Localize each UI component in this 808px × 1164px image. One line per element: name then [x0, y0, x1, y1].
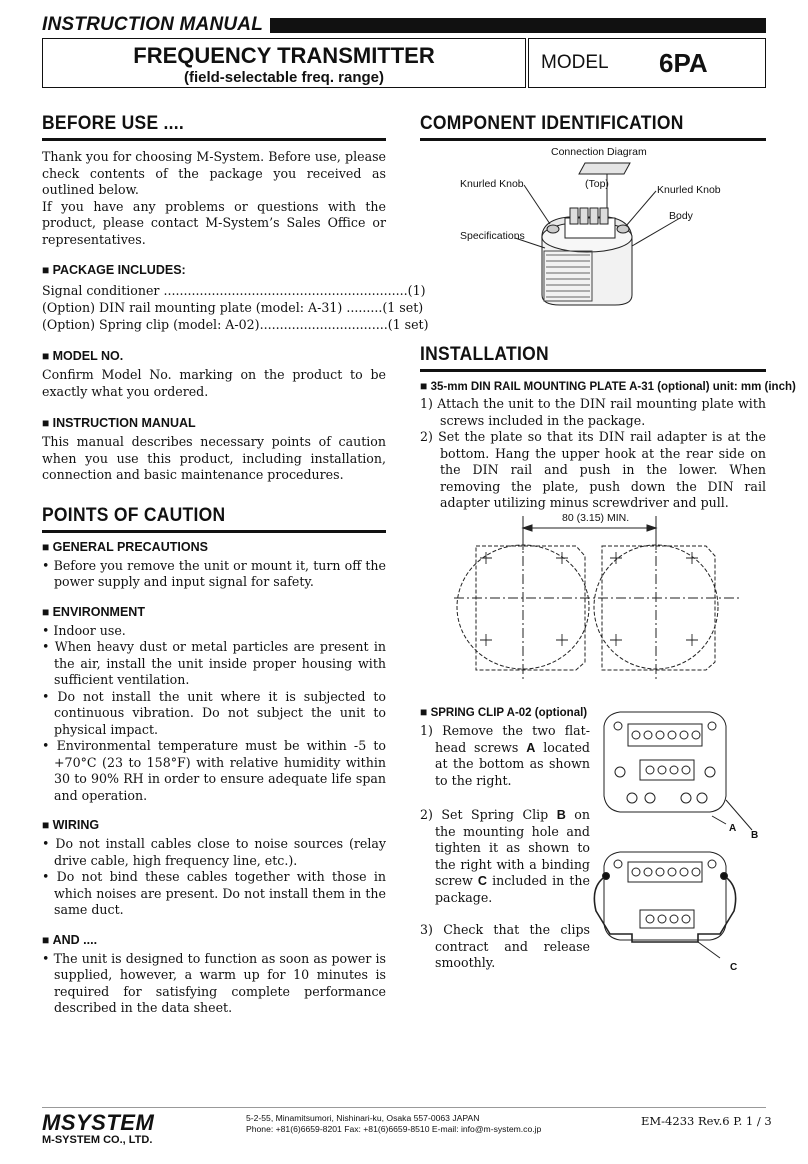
company-logo: MSYSTEM: [42, 1110, 155, 1135]
manual-label: INSTRUCTION MANUAL: [42, 14, 264, 35]
caution-heading: POINTS OF CAUTION: [42, 504, 226, 526]
company-name: M-SYSTEM CO., LTD.: [42, 1134, 153, 1146]
list-item: • Environmental temperature must be within -5 to +70°C (23 to 158°F) with relative humidity within 30 to 90% RH in order to ensure adequate life span and operation.: [42, 738, 386, 803]
din-rail-diagram: [440, 510, 766, 685]
document-number: EM-4233 Rev.6 P. 1 / 3: [641, 1114, 772, 1128]
component-section: [420, 113, 766, 141]
label-body: Body: [669, 210, 693, 222]
step-text: on the mounting hole and tighten it as shown to the right with a binding screw: [435, 807, 590, 888]
left-column: [42, 113, 429, 1017]
wiring-heading: ■ WIRING: [42, 818, 386, 832]
step-text: 1) Remove the two flat-head screws: [420, 723, 590, 755]
component-heading: COMPONENT IDENTIFICATION: [420, 113, 684, 134]
callout-b: B: [751, 830, 759, 841]
model-box: [528, 38, 766, 88]
list-item: • The unit is designed to function as soon as power is supplied, however, a warm up for 10 minutes is required for satisfying complete performance described in the data sheet.: [42, 950, 386, 1015]
model-no-text: Confirm Model No. marking on the product to be exactly what you ordered.: [42, 367, 386, 399]
step-text: located at the bottom as shown to the right.: [435, 739, 590, 788]
installation-section: [420, 344, 796, 512]
environment-list: [42, 623, 386, 805]
step-text: included in the package.: [435, 873, 590, 905]
section-rule: [42, 138, 386, 141]
spring-step-3: 3) Check that the clips contract and release smoothly.: [420, 922, 590, 970]
package-heading: ■ PACKAGE INCLUDES:: [42, 263, 386, 277]
callout-ref-c: C: [477, 874, 487, 888]
manual-text: This manual describes necessary points of caution when you use this product, including installation, connection and basic maintenance procedures.: [42, 434, 386, 482]
spring-heading: ■ SPRING CLIP A-02 (optional): [420, 705, 590, 719]
model-value: 6PA: [659, 48, 708, 78]
wiring-list: [42, 836, 386, 919]
document-title: FREQUENCY TRANSMITTER: [133, 43, 435, 68]
din-step: 2) Set the plate so that its DIN rail adapter is at the bottom. Hang the upper hook at the rear side on the DIN rail and push in the lower. When removing the plate, push down the DIN rail adapter utilizing minus screwdriver and pull.: [420, 429, 766, 510]
spring-clip-diagram: [592, 706, 766, 984]
title-box: [42, 38, 526, 88]
spring-clip-section: [420, 705, 590, 972]
package-item: Signal conditioner .............................................................(1): [42, 283, 426, 298]
callout-ref-a: A: [526, 740, 536, 755]
list-item: • Do not install cables close to noise sources (relay drive cable, high frequency line, etc.).: [42, 836, 386, 868]
manual-heading: ■ INSTRUCTION MANUAL: [42, 416, 386, 430]
step-text: 2) Set Spring Clip: [420, 807, 557, 822]
package-list: [42, 282, 429, 333]
model-label: MODEL: [541, 52, 609, 73]
list-item: • When heavy dust or metal particles are present in the air, install the unit inside proper housing with sufficient ventilation.: [42, 639, 386, 687]
footer-rule: [42, 1107, 766, 1108]
callout-ref-b: B: [556, 808, 566, 822]
section-rule: [420, 369, 766, 372]
intro-paragraph-1: Thank you for choosing M-System. Before use, please check contents of the package you received as outlined below.: [42, 149, 386, 197]
environment-heading: ■ ENVIRONMENT: [42, 605, 386, 619]
model-no-heading: ■ MODEL NO.: [42, 349, 386, 363]
spring-step-2: [420, 807, 590, 906]
list-item: • Indoor use.: [42, 622, 126, 638]
and-heading: ■ AND ....: [42, 933, 386, 947]
list-item: • Before you remove the unit or mount it, turn off the power supply and input signal for safety.: [42, 557, 386, 589]
document-subtitle: (field-selectable freq. range): [183, 69, 385, 86]
header-bar: [270, 18, 766, 33]
callout-c: C: [730, 962, 738, 973]
component-illustration: [420, 140, 766, 320]
din-step: 1) Attach the unit to the DIN rail mounting plate with screws included in the package.: [420, 396, 766, 428]
package-item: (Option) DIN rail mounting plate (model: A-31) .........(1 set): [42, 300, 424, 315]
spring-step-1: [420, 723, 590, 789]
general-heading: ■ GENERAL PRECAUTIONS: [42, 540, 386, 554]
package-item: (Option) Spring clip (model: A-02)................................(1 set): [42, 317, 429, 332]
list-item: • Do not bind these cables together with those in which noises are present. Do not install them in the same duct.: [42, 869, 386, 917]
intro-paragraph-2: If you have any problems or questions with the product, please contact M-System’s Sales Office or representatives.: [42, 198, 386, 247]
general-list: [42, 558, 386, 591]
and-list: [42, 951, 386, 1017]
company-contact: Phone: +81(6)6659-8201 Fax: +81(6)6659-8510 E-mail: info@m-system.co.jp: [246, 1124, 542, 1134]
label-knurled-knob-left: Knurled Knob: [460, 178, 524, 190]
label-specifications: Specifications: [460, 230, 525, 242]
label-top: (Top): [585, 178, 609, 190]
list-item: • Do not install the unit where it is subjected to continuous vibration. Do not subject the unit to physical impact.: [42, 688, 386, 737]
dimension-label: 80 (3.15) MIN.: [562, 512, 630, 524]
din-heading: ■ 35-mm DIN RAIL MOUNTING PLATE A-31 (optional) unit: mm (inch): [420, 379, 766, 393]
company-address: 5-2-55, Minamitsumori, Nishinari-ku, Osaka 557-0063 JAPAN: [246, 1113, 480, 1123]
callout-a: A: [729, 823, 737, 834]
label-knurled-knob-right: Knurled Knob: [657, 184, 721, 196]
before-use-heading: BEFORE USE ....: [42, 113, 185, 134]
section-rule: [42, 530, 386, 533]
din-steps: [420, 396, 766, 512]
label-connection-diagram: Connection Diagram: [551, 146, 647, 158]
installation-heading: INSTALLATION: [420, 344, 549, 365]
